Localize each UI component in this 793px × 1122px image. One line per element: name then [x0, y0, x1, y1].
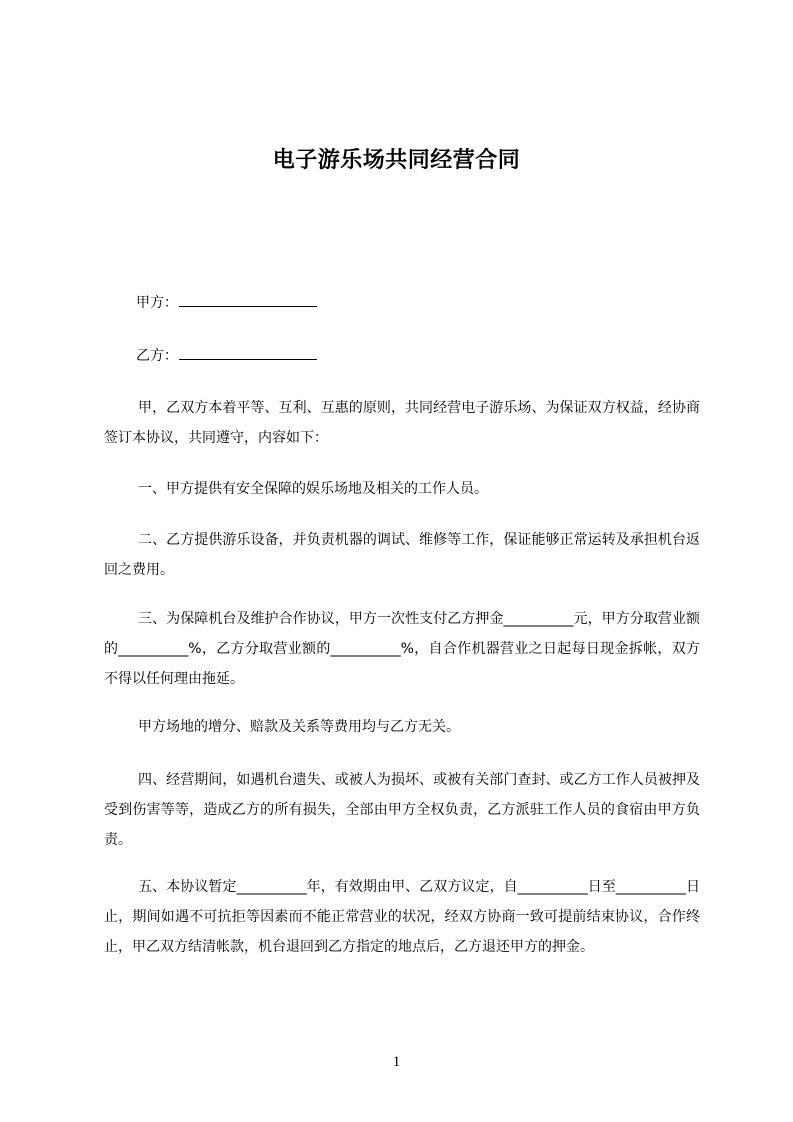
paragraph-clause-4	[104, 765, 700, 855]
paragraph-text: 一、甲方提供有安全保障的娱乐场地及相关的工作人员。	[138, 481, 488, 497]
paragraph-preamble	[104, 393, 700, 453]
party-b-line	[136, 345, 317, 366]
party-a-blank	[179, 292, 317, 307]
party-a-label: 甲方：	[136, 295, 178, 311]
paragraph-text: 甲，乙双方本着平等、互利、互惠的原则，共同经营电子游乐场、为保证双方权益，经协商签订本协议，共同遵守，内容如下：	[104, 400, 700, 446]
paragraph-clause-1	[104, 474, 700, 504]
paragraph-clause-2	[104, 525, 700, 585]
paragraph-clause-3	[104, 604, 700, 694]
paragraph-text: 甲方场地的增分、赔款及关系等费用均与乙方无关。	[138, 719, 460, 735]
party-b-label: 乙方：	[136, 348, 178, 364]
paragraph-clause-5	[104, 872, 700, 962]
paragraph-text: 三、为保障机台及维护合作协议，甲方一次性支付乙方押金__________元，甲方分取营业额的__________%，乙方分取营业额的__________%，自合作机器营业之日起每日现金拆帐，双方不得以任何理由拖延。	[104, 611, 700, 687]
document-title: 电子游乐场共同经营合同	[272, 148, 521, 173]
party-b-blank	[179, 345, 317, 360]
paragraph-text: 五、本协议暂定__________年，有效期由甲、乙双方议定，自__________日至__________日止，期间如遇不可抗拒等因素而不能正常营业的状况，经双方协商一致可提前结束协议，合作终止，甲乙双方结清帐款，机台退回到乙方指定的地点后，乙方退还甲方的押金。	[104, 879, 700, 955]
page-number: 1	[392, 1054, 401, 1070]
paragraph-venue-costs	[104, 712, 700, 742]
paragraph-text: 二、乙方提供游乐设备，并负责机器的调试、维修等工作，保证能够正常运转及承担机台返回之费用。	[104, 532, 700, 578]
paragraph-text: 四、经营期间，如遇机台遗失、或被人为损坏、或被有关部门查封、或乙方工作人员被押及受到伤害等等，造成乙方的所有损失，全部由甲方全权负责，乙方派驻工作人员的食宿由甲方负责。	[104, 772, 700, 848]
party-a-line	[136, 292, 317, 313]
